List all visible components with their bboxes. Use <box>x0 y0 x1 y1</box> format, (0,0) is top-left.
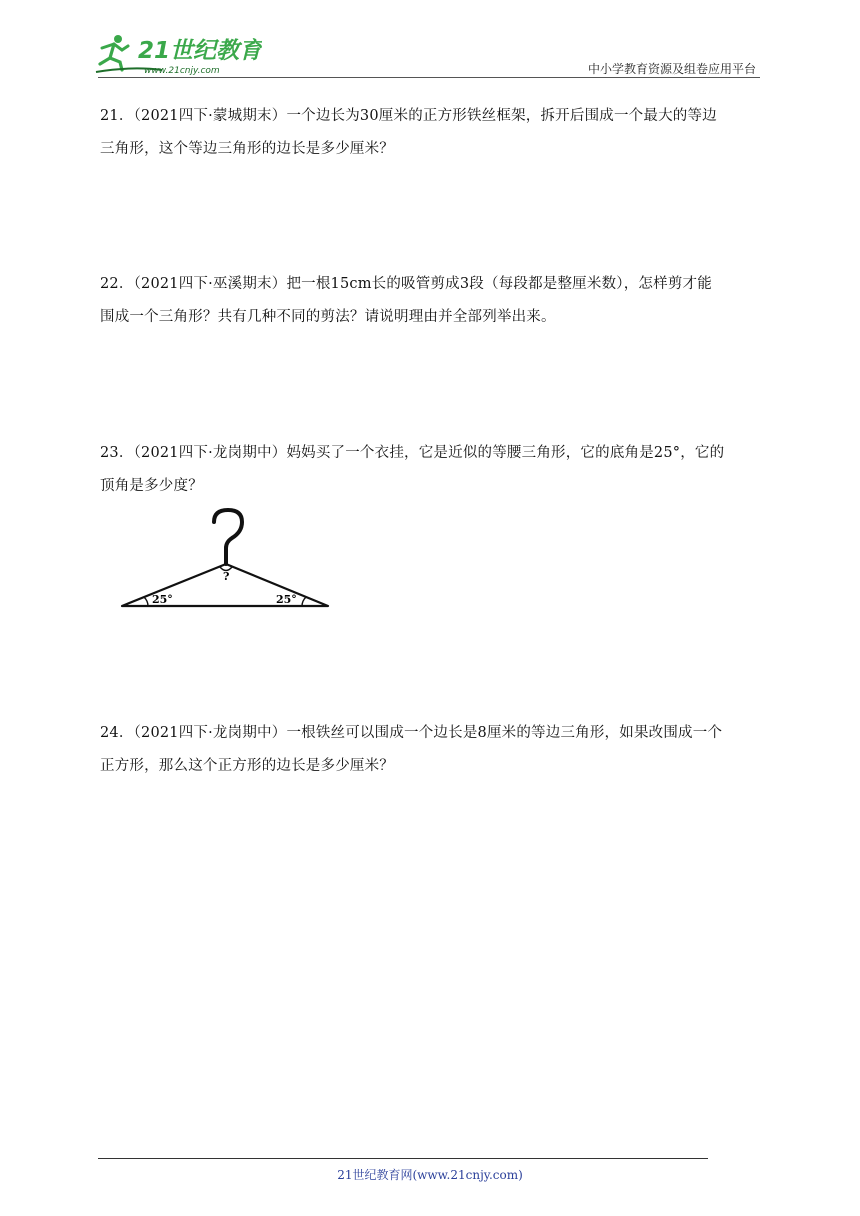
header-divider <box>98 77 760 78</box>
question-number: 21． <box>100 108 134 124</box>
coat-hanger-icon <box>118 502 334 620</box>
hanger-figure <box>118 502 334 620</box>
question-text: 妈妈买了一个衣挂，它是近似的等腰三角形，它的底角是25°，它的 <box>286 445 725 461</box>
question-line: 顶角是多少度？ <box>100 478 203 494</box>
page-header <box>0 0 860 80</box>
site-logo <box>92 30 262 80</box>
svg-text:www.21cnjy.com: www.21cnjy.com <box>144 66 220 76</box>
question-line <box>100 100 764 133</box>
question-line <box>100 437 764 470</box>
question-number: 24． <box>100 725 134 741</box>
svg-text:21世纪教育: 21世纪教育 <box>138 38 262 64</box>
question-line: 围成一个三角形？共有几种不同的剪法？请说明理由并全部列举出来。 <box>100 309 556 325</box>
right-angle-label: 25° <box>276 593 297 606</box>
question-source: （2021四下·巫溪期末） <box>133 276 287 292</box>
question-line <box>100 717 764 750</box>
question-line: 正方形，那么这个正方形的边长是多少厘米？ <box>100 758 394 774</box>
question-text: 一根铁丝可以围成一个边长是8厘米的等边三角形，如果改围成一个 <box>286 725 723 741</box>
apex-angle-label: ? <box>223 570 230 583</box>
left-angle-label: 25° <box>152 593 173 606</box>
footer-divider <box>98 1158 708 1159</box>
question-line: 三角形，这个等边三角形的边长是多少厘米？ <box>100 141 394 157</box>
question-22 <box>100 268 764 334</box>
question-23 <box>100 437 764 503</box>
runner-logo-icon <box>92 30 262 80</box>
platform-name: 中小学教育资源及组卷应用平台 <box>587 62 756 76</box>
question-source: （2021四下·龙岗期中） <box>133 445 287 461</box>
question-number: 23． <box>100 445 134 461</box>
question-source: （2021四下·龙岗期中） <box>133 725 287 741</box>
question-source: （2021四下·蒙城期末） <box>133 108 287 124</box>
footer-link[interactable]: 21世纪教育网(www.21cnjy.com) <box>337 1168 523 1182</box>
question-24 <box>100 717 764 783</box>
question-21 <box>100 100 764 166</box>
question-line <box>100 268 764 301</box>
question-number: 22． <box>100 276 134 292</box>
question-text: 把一根15cm长的吸管剪成3段（每段都是整厘米数），怎样剪才能 <box>286 276 712 292</box>
question-text: 一个边长为30厘米的正方形铁丝框架，拆开后围成一个最大的等边 <box>286 108 717 124</box>
